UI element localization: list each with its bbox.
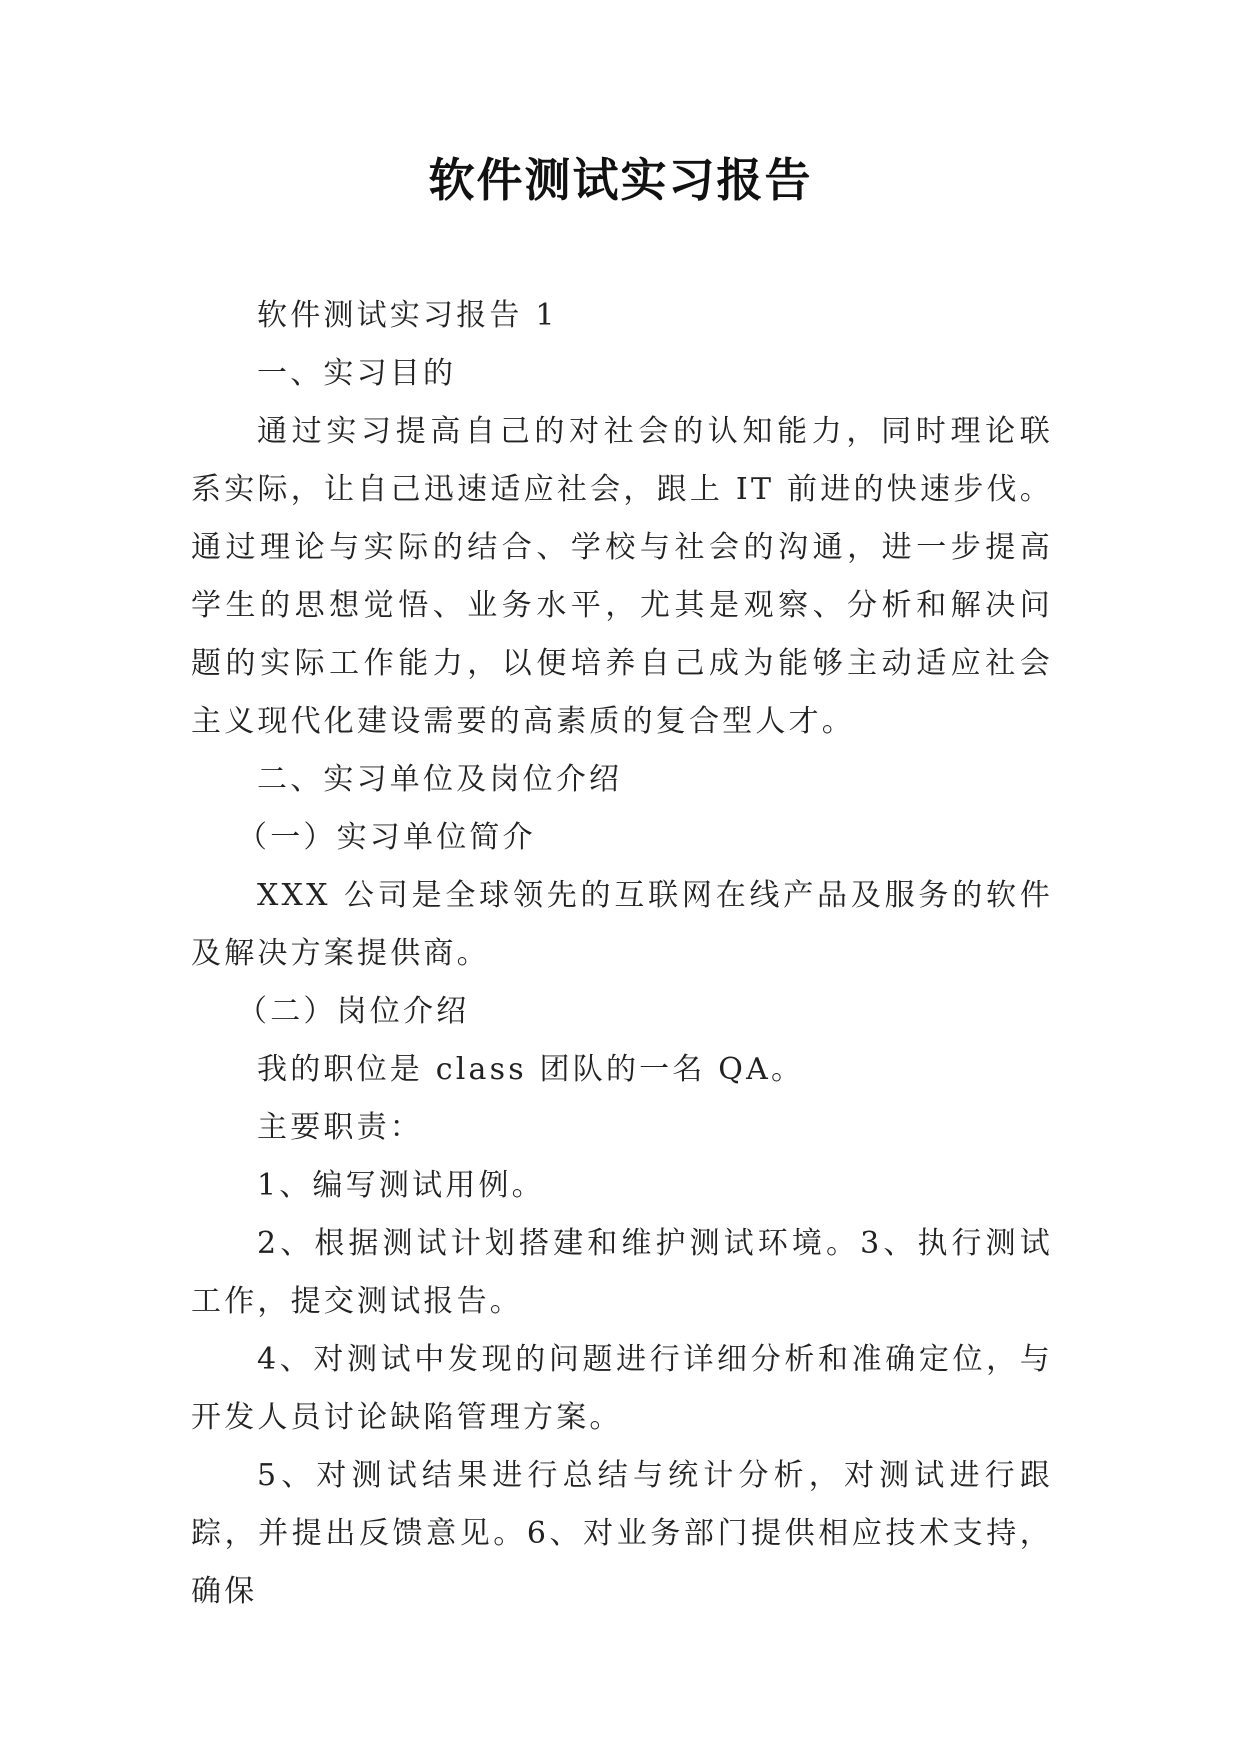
responsibility-item: 5、对测试结果进行总结与统计分析，对测试进行跟踪，并提出反馈意见。6、对业务部门提供相应技术支持，确保 (191, 1458, 1053, 1609)
report-subtitle: 软件测试实习报告 1 (257, 298, 558, 333)
responsibility-item: 4、对测试中发现的问题进行详细分析和准确定位，与开发人员讨论缺陷管理方案。 (191, 1342, 1053, 1435)
responsibility-item: 2、根据测试计划搭建和维护测试环境。3、执行测试工作，提交测试报告。 (191, 1226, 1053, 1319)
subsection-heading-unit-intro: （一）实习单位简介 (237, 820, 536, 855)
document-body (191, 287, 1053, 1621)
document-title: 软件测试实习报告 (428, 153, 813, 207)
paragraph-position: 我的职位是 class 团队的一名 QA。 (257, 1052, 805, 1087)
responsibilities-heading: 主要职责： (257, 1110, 423, 1145)
paragraph-company: XXX 公司是全球领先的互联网在线产品及服务的软件及解决方案提供商。 (191, 878, 1053, 971)
section-heading-unit: 二、实习单位及岗位介绍 (257, 762, 623, 797)
paragraph-purpose: 通过实习提高自己的对社会的认知能力，同时理论联系实际，让自己迅速适应社会，跟上 IT 前进的快速步伐。通过理论与实际的结合、学校与社会的沟通，进一步提高学生的思想觉悟、业务水平，尤其是观察、分析和解决问题的实际工作能力，以便培养自己成为能够主动适应社会主义现代化建设需要的高素质的复合型人才。 (191, 414, 1053, 739)
subsection-heading-position: （二）岗位介绍 (237, 994, 470, 1029)
section-heading-purpose: 一、实习目的 (257, 356, 457, 391)
responsibility-item: 1、编写测试用例。 (257, 1168, 545, 1203)
